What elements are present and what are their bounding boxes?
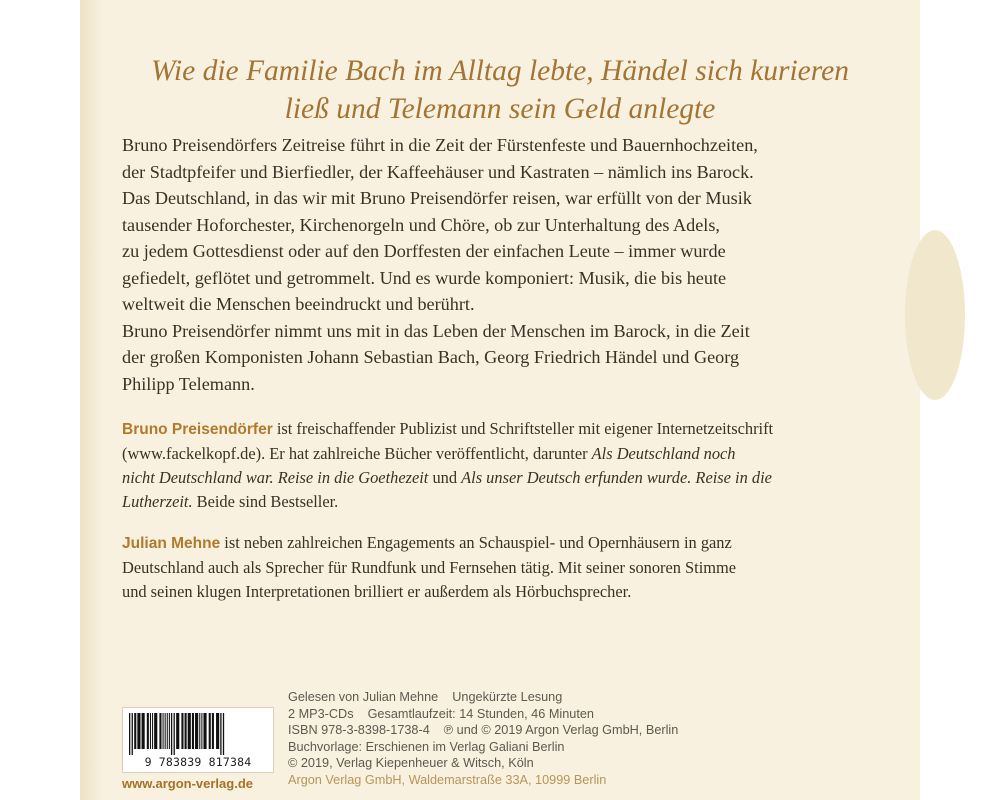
author-bio [122, 417, 892, 514]
barcode-bar [165, 713, 166, 749]
isbn: ISBN 978-3-8398-1738-4 [288, 723, 430, 738]
narrator-bio [122, 531, 892, 604]
cover-edge-shadow [80, 0, 102, 800]
author-bio-line [122, 466, 892, 490]
barcode-bar [154, 713, 157, 749]
barcode-bar [199, 713, 200, 749]
barcode-digits: 9 783839 817384 [144, 755, 252, 769]
barcode-bar [192, 713, 194, 749]
barcode-bar [163, 713, 164, 749]
book-title: Als Deutschland noch [591, 444, 736, 463]
book-title: Als unser Deutsch erfunden wurde. Reise in die [461, 468, 772, 487]
barcode-bar [216, 713, 219, 749]
intro-line: weltweit die Menschen beeindruckt und berührt. [122, 294, 475, 314]
barcode-bar [176, 713, 179, 749]
headline-line-2: ließ und Telemann sein Geld anlegte [284, 93, 716, 125]
author-bio-text: Beide sind Bestseller. [192, 492, 339, 511]
author-bio-text: (www.fackelkopf.de). Er hat zahlreiche Bücher veröffentlicht, darunter [122, 444, 592, 463]
intro-line: der Stadtpfeifer und Bierfiedler, der Kaffeehäuser und Kastraten – nämlich ins Barock. [122, 161, 754, 182]
author-bio-line [122, 490, 892, 514]
barcode-bar [129, 713, 130, 755]
barcode-bar [147, 713, 149, 749]
author-bio-line [122, 442, 892, 466]
credits-line [288, 706, 678, 723]
narrator-name: Julian Mehne [122, 535, 221, 552]
book-title: Lutherzeit. [122, 492, 193, 511]
credits-line: Buchvorlage: Erschienen im Verlag Galiani Berlin [288, 739, 565, 754]
read-by: Gelesen von Julian Mehne [288, 690, 439, 704]
barcode [122, 707, 274, 773]
intro-text [122, 132, 892, 397]
narrator-bio-line [122, 531, 892, 556]
barcode-bar [201, 713, 202, 749]
barcode-bar [167, 713, 168, 749]
intro-line: Bruno Preisendörfer nimmt uns mit in das Leben der Menschen im Barock, in die Zeit [122, 320, 750, 341]
narrator-bio-line: und seinen klugen Interpretationen brilliert er außerdem als Hörbuchsprecher. [122, 582, 632, 601]
barcode-bar [220, 713, 221, 755]
intro-line: Das Deutschland, in das wir mit Bruno Preisendörfer reisen, war erfüllt von der Musik [122, 188, 752, 208]
barcode-bar [188, 713, 191, 749]
credits-line [288, 722, 678, 739]
production-credits [288, 689, 678, 789]
runtime: Gesamtlaufzeit: 14 Stunden, 46 Minuten [367, 706, 594, 721]
narrator-bio-line: Deutschland auch als Sprecher für Rundfunk und Fernsehen tätig. Mit seiner sonoren Stimme [122, 558, 737, 577]
barcode-bar [181, 713, 183, 749]
barcode-bar [185, 713, 187, 749]
barcode-bar [134, 713, 136, 749]
cd-disc-edge [905, 230, 965, 400]
book-title: nicht Deutschland war. Reise in die Goethezeit [122, 468, 429, 487]
headline [110, 52, 890, 128]
credits-line [288, 689, 678, 706]
author-bio-text: und [428, 468, 462, 487]
edition: Ungekürzte Lesung [452, 690, 563, 704]
author-bio-line [122, 417, 892, 442]
headline-line-1: Wie die Familie Bach im Alltag lebte, Händel sich kurieren [150, 55, 849, 87]
credits-line: © 2019, Verlag Kiepenheuer & Witsch, Köln [288, 756, 534, 771]
barcode-bar [223, 713, 224, 755]
narrator-bio-text: ist neben zahlreichen Engagements an Schauspiel- und Opernhäusern in ganz [220, 533, 732, 552]
barcode-bar [150, 713, 151, 749]
format: 2 MP3-CDs [288, 706, 354, 721]
barcode-bar [132, 713, 133, 755]
publisher-website-link[interactable]: www.argon-verlag.de [122, 776, 253, 791]
intro-line: der großen Komponisten Johann Sebastian Bach, Georg Friedrich Händel und Georg [122, 347, 740, 367]
barcode-bar [169, 713, 170, 749]
intro-line: Philipp Telemann. [122, 373, 255, 394]
barcode-bar [137, 713, 140, 749]
intro-line: Bruno Preisendörfers Zeitreise führt in die Zeit der Fürstenfeste und Bauernhochzeiten, [122, 135, 758, 155]
barcode-bar [203, 713, 206, 749]
barcode-bar [142, 713, 145, 749]
author-name: Bruno Preisendörfer [122, 421, 273, 438]
barcode-bar [152, 713, 153, 749]
barcode-bar [209, 713, 211, 749]
author-bio-text: ist freischaffender Publizist und Schriftsteller mit eigener Internetzeitschrift [272, 419, 774, 438]
copyright: ℗ und © 2019 Argon Verlag GmbH, Berlin [443, 723, 679, 738]
intro-line: tausender Hoforchester, Kirchenorgeln und Chöre, ob zur Unterhaltung des Adels, [122, 214, 720, 235]
barcode-bar [171, 713, 172, 755]
barcode-bar [174, 713, 175, 755]
barcode-bars [127, 713, 269, 755]
barcode-bar [159, 713, 161, 749]
barcode-bar [195, 713, 198, 749]
intro-line: zu jedem Gottesdienst oder auf den Dorffesten der einfachen Leute – immer wurde [122, 241, 726, 261]
intro-line: gefiedelt, geflötet und getrommelt. Und es wurde komponiert: Musik, die bis heute [122, 267, 727, 288]
barcode-bar [212, 713, 214, 749]
publisher-address: Argon Verlag GmbH, Waldemarstraße 33A, 10999 Berlin [288, 772, 607, 787]
